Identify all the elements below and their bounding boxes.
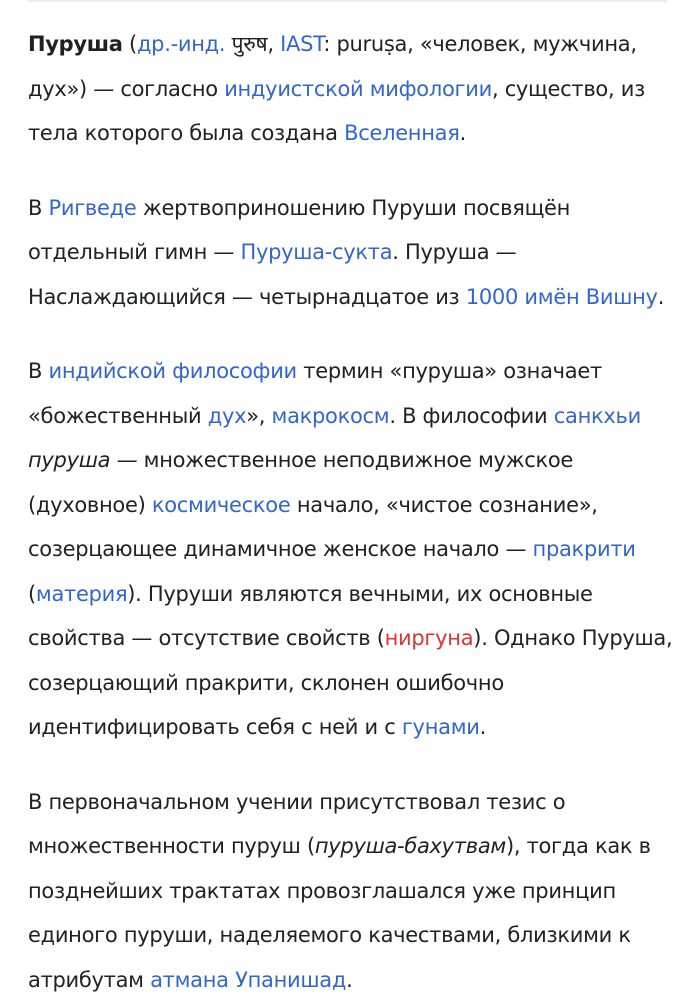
article-body bbox=[28, 22, 673, 1002]
link-purusha-sukta[interactable]: Пуруша-сукта bbox=[240, 240, 392, 264]
link-iast[interactable]: IAST bbox=[280, 32, 323, 56]
link-atman[interactable]: атмана bbox=[150, 968, 229, 992]
link-ancient-indian[interactable]: др.-инд. bbox=[137, 32, 225, 56]
devanagari-text: पुरुष bbox=[232, 32, 268, 56]
article-term: Пуруша bbox=[28, 32, 123, 56]
link-macrocosm[interactable]: макрокосм bbox=[272, 404, 390, 428]
paragraph-rigveda: В Ригведе жертвоприношению Пуруши посвящён отдельный гимн — Пуруша-сукта. Пуруша — Наслаждающийся — четырнадцатое из 1000 имён Вишну. bbox=[28, 186, 673, 320]
paragraph-philosophy: В индийской философии термин «пуруша» означает «божественный дух», макрокосм. В философии санкхьи пуруша — множественное неподвижное мужское (духовное) космическое начало, «чистое сознание», созерцающее динамичное женское начало — пракрити (материя). Пуруши являются вечными, их основные свойства — отсутствие свойств (ниргуна). Однако Пуруша, созерцающий пракрити, склонен ошибочно идентифицировать себя с ней и с гунами. bbox=[28, 349, 673, 750]
link-cosmic[interactable]: космическое bbox=[152, 493, 291, 517]
paragraph-teaching: В первоначальном учении присутствовал тезис о множественности пуруш (пуруша-бахутвам), тогда как в позднейших трактатах провозглашался уже принцип единого пуруши, наделяемого качествами, близкими к атрибутам атмана Упанишад. bbox=[28, 780, 673, 1002]
link-upanishads[interactable]: Упанишад bbox=[235, 968, 346, 992]
top-divider bbox=[28, 0, 667, 2]
link-universe[interactable]: Вселенная bbox=[344, 121, 459, 145]
link-spirit[interactable]: дух bbox=[208, 404, 246, 428]
link-prakriti[interactable]: пракрити bbox=[533, 537, 636, 561]
paragraph-intro: Пуруша (др.-инд. पुरुष, IAST: puruṣa, «человек, мужчина, дух») — согласно индуистской мифологии, существо, из тела которого была создана Вселенная. bbox=[28, 22, 673, 156]
italic-bahutvam: пуруша-бахутвам bbox=[315, 834, 506, 858]
link-rigveda[interactable]: Ригведе bbox=[48, 196, 136, 220]
link-nirguna[interactable]: ниргуна bbox=[385, 626, 474, 650]
link-samkhya[interactable]: санкхьи bbox=[554, 404, 641, 428]
link-indian-philosophy[interactable]: индийской философии bbox=[48, 359, 296, 383]
link-gunas[interactable]: гунами bbox=[402, 715, 480, 739]
link-matter[interactable]: материя bbox=[36, 582, 127, 606]
link-1000-names-vishnu[interactable]: 1000 имён Вишну bbox=[466, 285, 658, 309]
italic-purusha: пуруша bbox=[28, 448, 110, 472]
link-hindu-mythology[interactable]: индуистской мифологии bbox=[224, 77, 492, 101]
